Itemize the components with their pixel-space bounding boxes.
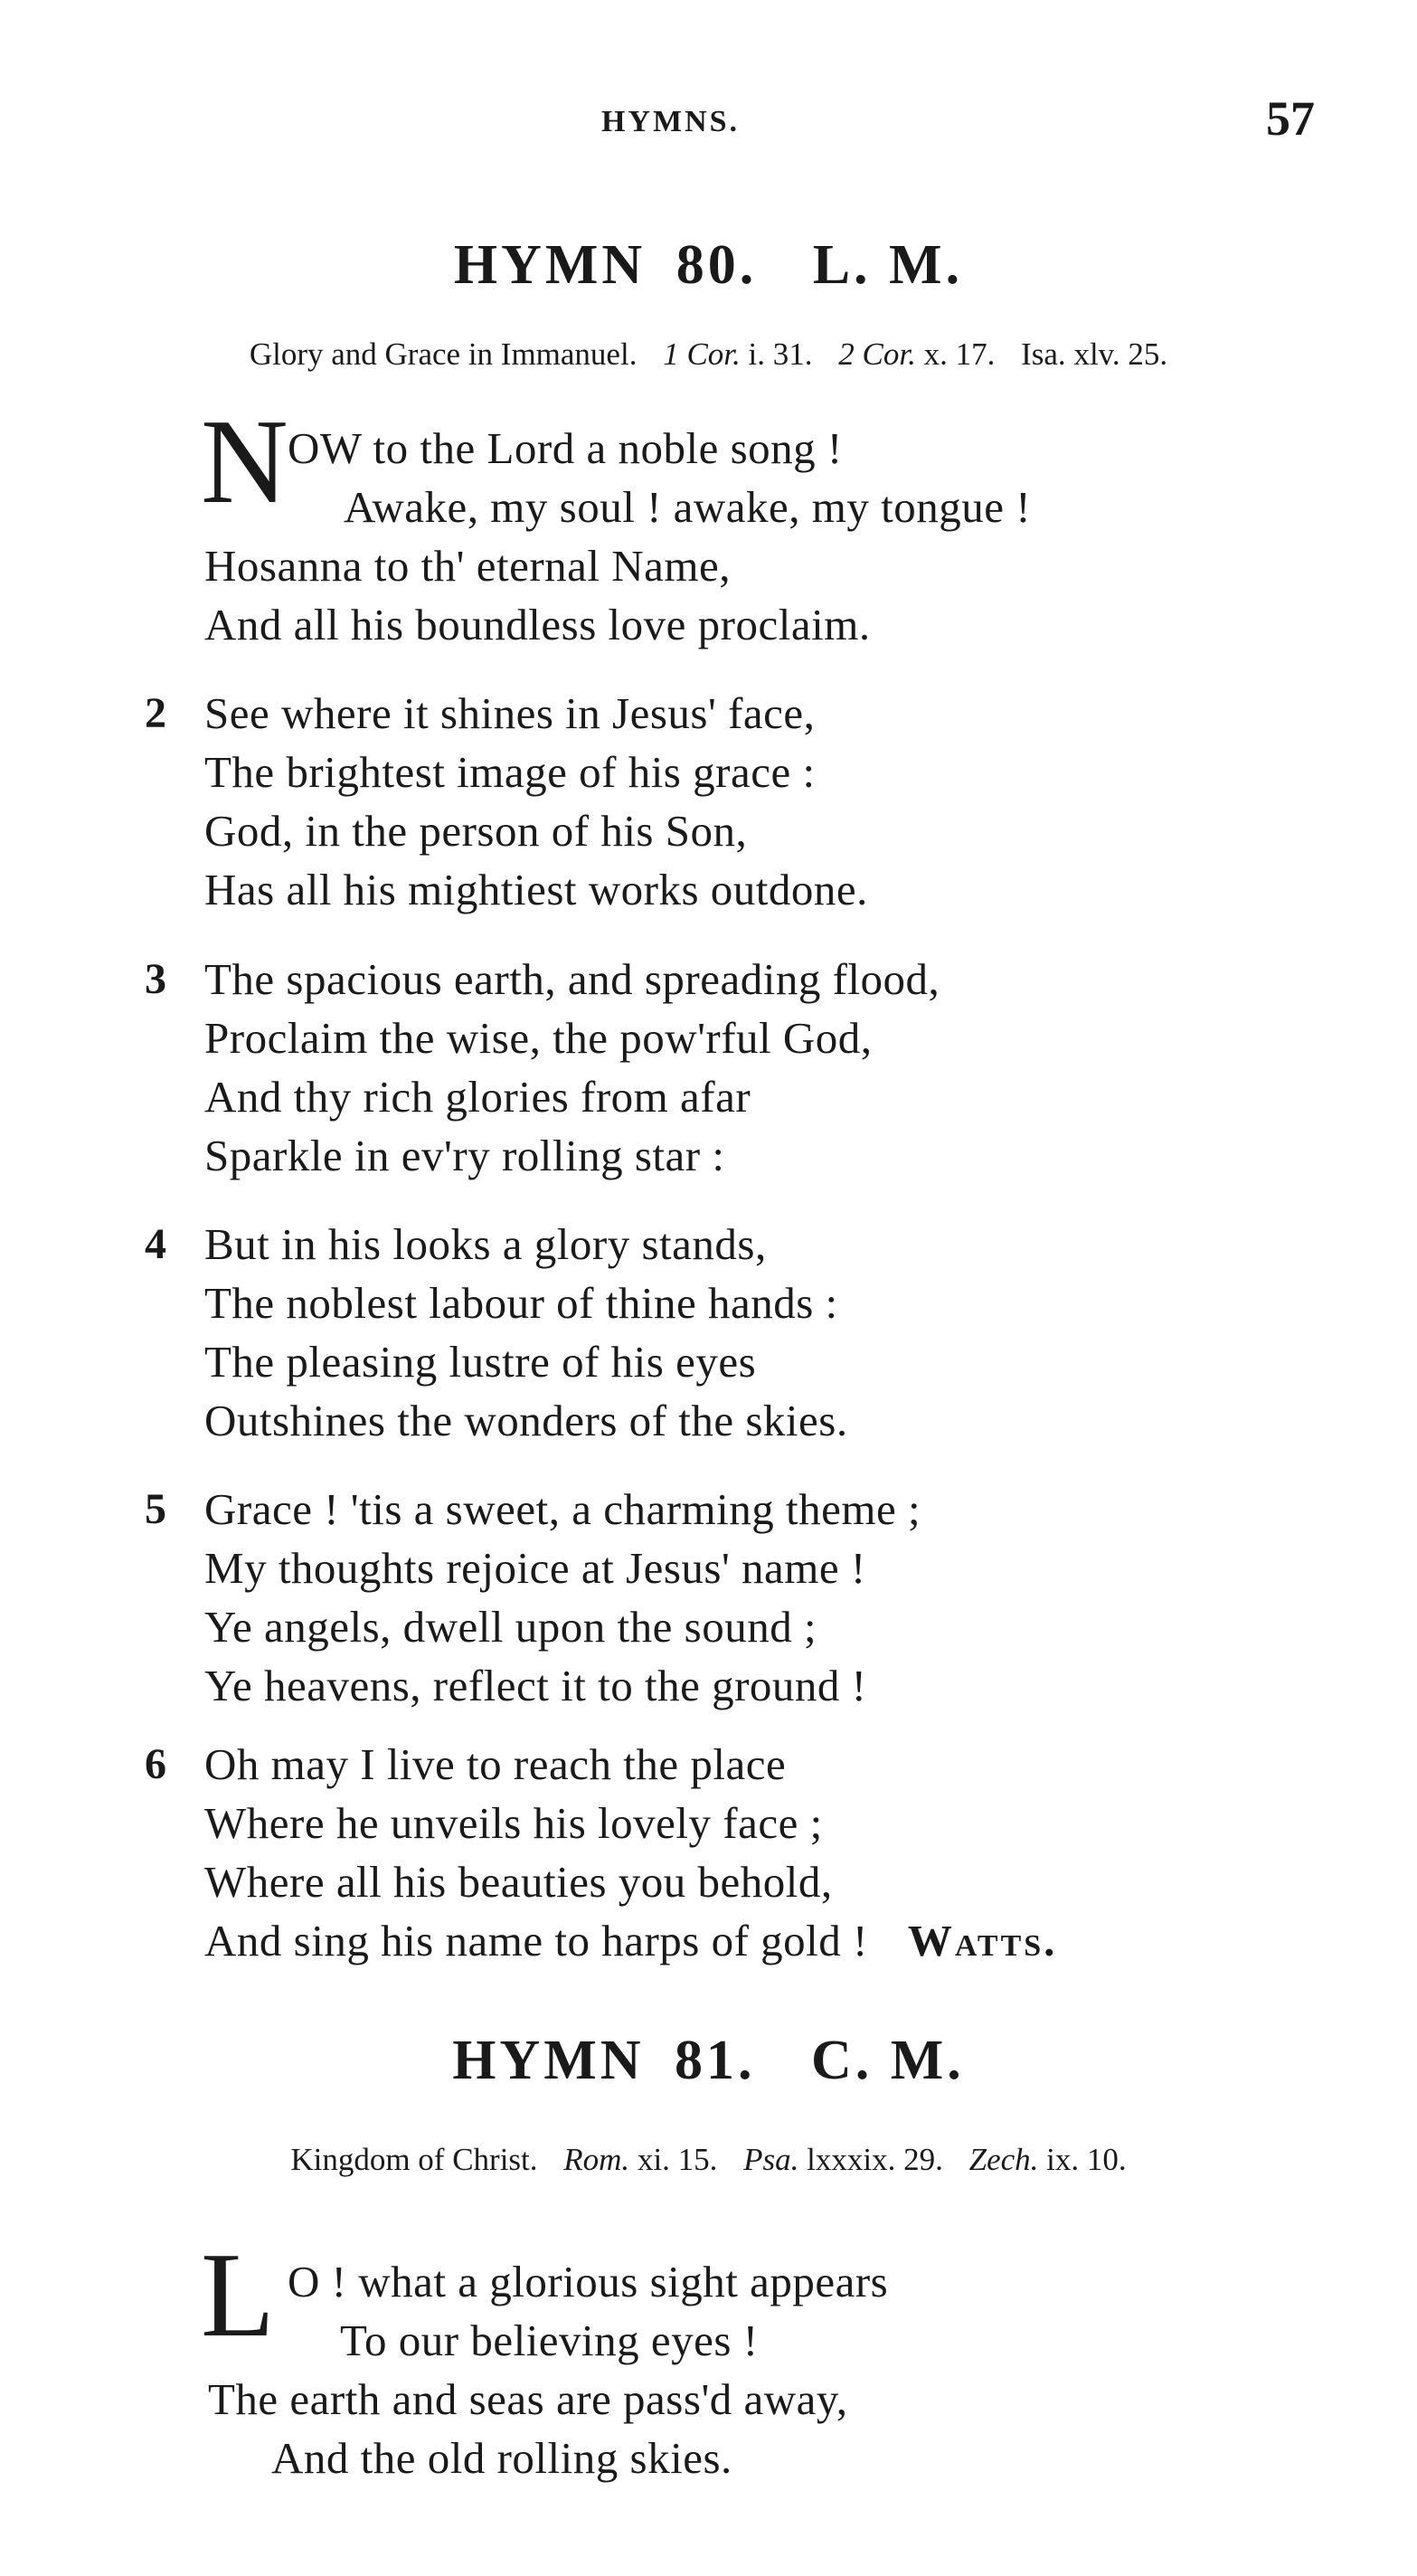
hymn-subject: Glory and Grace in Immanuel.	[249, 336, 638, 372]
verse-line: And all his boundless love proclaim.	[204, 600, 871, 649]
hymn-81-subject-line	[0, 2142, 1417, 2178]
drop-cap: N	[201, 394, 288, 528]
hymn-number: 81.	[675, 2030, 756, 2091]
verse-line: Awake, my soul ! awake, my tongue !	[344, 482, 1032, 532]
verse-line: God, in the person of his Son,	[204, 806, 748, 856]
verse-line: See where it shines in Jesus' face,	[204, 688, 816, 738]
scripture-ref	[563, 2142, 717, 2177]
verse-line: O ! what a glorious sight appears	[288, 2257, 889, 2306]
ref-cite: lxxxix. 29.	[807, 2142, 943, 2177]
stanza-number: 5	[145, 1485, 166, 1533]
verse-line: Hosanna to th' eternal Name,	[204, 541, 732, 591]
scripture-ref	[743, 2142, 943, 2177]
hymn-meter: L. M.	[812, 234, 964, 296]
verse-line: My thoughts rejoice at Jesus' name !	[204, 1543, 866, 1593]
hymn-number: 80.	[675, 234, 758, 296]
ref-book: Psa.	[743, 2142, 799, 2177]
verse-line: And the old rolling skies.	[271, 2433, 732, 2483]
ref-cite: x. 17.	[923, 336, 996, 372]
hymn-author: Watts.	[907, 1916, 1058, 1965]
stanza-number: 3	[145, 955, 166, 1003]
ref-book: Rom.	[563, 2142, 630, 2177]
stanza-number: 4	[145, 1220, 166, 1268]
hymn-81-title	[0, 2029, 1417, 2093]
page-number: 57	[1266, 91, 1315, 146]
verse-line: OW to the Lord a noble song !	[288, 423, 843, 473]
verse-line: The pleasing lustre of his eyes	[204, 1337, 757, 1387]
verse-line: But in his looks a glory stands,	[204, 1219, 767, 1269]
hymn-80-title	[0, 233, 1417, 298]
ref-book: 1 Cor.	[663, 336, 741, 372]
ref-cite: i. 31.	[748, 336, 813, 372]
drop-cap: L	[201, 2228, 275, 2362]
verse-line: Outshines the wonders of the skies.	[204, 1396, 848, 1445]
verse-line: And thy rich glories from afar	[204, 1072, 751, 1122]
hymn-label: HYMN	[453, 234, 647, 296]
verse-line: Where he unveils his lovely face ;	[204, 1798, 823, 1848]
verse-line: To our believing eyes !	[340, 2316, 759, 2365]
verse-line: Proclaim the wise, the pow'rful God,	[204, 1013, 873, 1063]
verse-text: And sing his name to harps of gold !	[204, 1916, 868, 1965]
verse-line: The spacious earth, and spreading flood,	[204, 954, 940, 1004]
scripture-ref	[663, 336, 812, 372]
ref-cite: xlv. 25.	[1073, 336, 1168, 372]
running-head	[0, 90, 1417, 154]
verse-line: Ye heavens, reflect it to the ground !	[204, 1661, 867, 1710]
verse-line: Has all his mightiest works outdone.	[204, 865, 868, 914]
hymn-80-subject-line	[0, 336, 1417, 373]
verse-line: The brightest image of his grace :	[204, 747, 816, 797]
hymn-label: HYMN	[452, 2030, 645, 2091]
stanza-number: 2	[145, 689, 166, 737]
verse-line	[204, 1913, 1057, 1969]
verse-line: Oh may I live to reach the place	[204, 1739, 787, 1789]
verse-line: Sparkle in ev'ry rolling star :	[204, 1131, 725, 1180]
ref-cite: ix. 10.	[1046, 2142, 1127, 2177]
verse-line: Grace ! 'tis a sweet, a charming theme ;	[204, 1484, 921, 1534]
scripture-ref	[1021, 336, 1167, 372]
verse-line: Where all his beauties you behold,	[204, 1857, 833, 1907]
ref-book: Isa.	[1021, 336, 1066, 372]
hymn-meter: C. M.	[811, 2030, 965, 2091]
verse-line: Ye angels, dwell upon the sound ;	[204, 1602, 817, 1652]
verse-line: The earth and seas are pass'd away,	[208, 2374, 848, 2424]
ref-cite: xi. 15.	[637, 2142, 718, 2177]
scripture-ref	[969, 2142, 1127, 2177]
ref-book: 2 Cor.	[838, 336, 916, 372]
verse-line: The noblest labour of thine hands :	[204, 1278, 838, 1328]
scripture-ref	[838, 336, 995, 372]
ref-book: Zech.	[968, 2142, 1039, 2177]
stanza-number: 6	[145, 1740, 166, 1788]
running-title: HYMNS.	[601, 105, 741, 138]
hymn-subject: Kingdom of Christ.	[290, 2142, 538, 2177]
